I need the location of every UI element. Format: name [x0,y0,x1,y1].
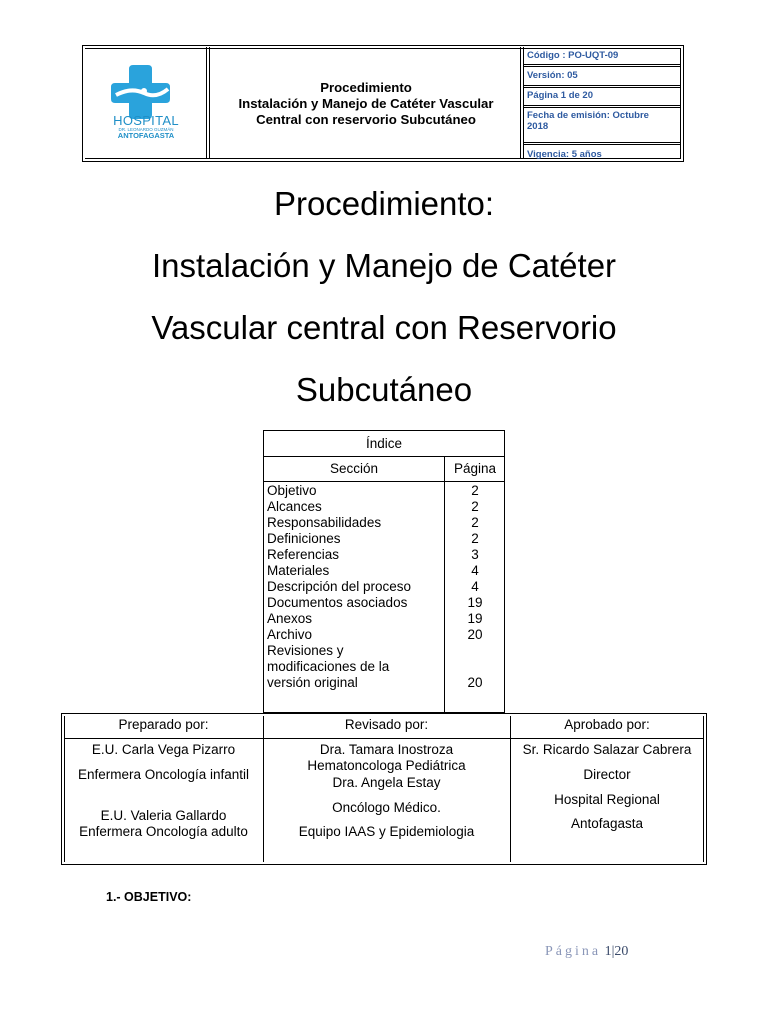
footer-page-number: 1 [604,944,612,959]
index-page-list [445,483,505,691]
meta-separator [524,66,680,67]
header-title-line: Central con reservorio Subcutáneo [256,111,476,127]
logo-text [106,114,186,140]
logo-text-hospital: HOSPITAL [113,113,179,128]
index-row-section: Objetivo [267,483,317,498]
meta-separator [524,87,680,88]
index-row-page: 2 [471,483,479,498]
index-row-page: 4 [471,563,479,578]
index-row-section: Responsabilidades [267,515,382,530]
approved-by-institution: Hospital Regional [554,792,660,807]
index-row-page: 2 [471,499,479,514]
approved-by-header: Aprobado por: [564,717,650,732]
index-row-section: Documentos asociados [267,595,408,610]
index-row-page-spacer [445,643,505,659]
prepared-by-header: Preparado por: [118,717,209,732]
footer-page-label: Página [545,944,602,959]
reviewed-by-team: Equipo IAAS y Epidemiologia [298,824,475,839]
index-divider [263,456,505,457]
meta-code: Código : PO-UQT-09 [527,50,619,61]
meta-validity: Vigencia: 5 años [527,149,602,160]
reviewed-by-name: Dra. Tamara Inostroza [319,742,454,757]
index-col-page: Página [453,461,497,476]
reviewed-by-role: Oncólogo Médico. [332,800,441,815]
index-row-page-spacer [445,659,505,675]
signatures-column-divider [510,716,511,862]
index-section-list [267,483,443,691]
main-title-line: Vascular central con Reservorio [151,309,617,346]
index-row-page: 3 [471,547,479,562]
index-row-section: modificaciones de la [267,659,390,674]
index-row-section: versión original [267,675,358,690]
prepared-by-role: Enfermera Oncología infantil [77,767,250,782]
index-row-page: 19 [467,595,483,610]
index-row-page: 20 [467,675,483,690]
prepared-by-name: E.U. Carla Vega Pizarro [91,742,236,757]
index-title: Índice [365,436,403,451]
meta-separator [524,85,680,86]
footer-page-total: 20 [614,944,629,959]
approved-by-city: Antofagasta [570,816,644,831]
reviewed-by-name: Dra. Angela Estay [332,775,441,790]
page-footer [545,944,628,960]
meta-page: Página 1 de 20 [527,90,594,101]
header-title-line: Procedimiento [320,79,412,95]
index-row-section: Anexos [267,611,313,626]
index-row-section: Materiales [267,563,330,578]
header-divider [206,47,207,158]
index-row-page: 20 [467,627,483,642]
header-title-line: Instalación y Manejo de Catéter Vascular [238,95,494,111]
index-row-page: 19 [467,611,483,626]
index-col-section: Sección [329,461,379,476]
index-row-section: Descripción del proceso [267,579,412,594]
index-row-section: Definiciones [267,531,341,546]
meta-issue-date: Fecha de emisión: Octubre 2018 [527,110,649,132]
index-row-section: Archivo [267,627,313,642]
header-divider [520,47,521,158]
index-row-page: 2 [471,515,479,530]
logo-text-city: ANTOFAGASTA [117,131,175,140]
hospital-logo [86,49,206,158]
meta-separator [524,142,680,143]
reviewed-by-header: Revisado por: [344,717,429,732]
section-heading-objective: 1.- OBJETIVO: [106,890,192,904]
footer-separator: | [611,944,615,959]
prepared-by-role: Enfermera Oncología adulto [79,824,248,839]
index-divider [263,481,505,482]
header-title [212,47,520,158]
meta-separator [524,144,680,145]
reviewed-by-role: Hematoncologa Pediátrica [307,758,466,773]
index-row-section: Alcances [267,499,322,514]
main-title-line: Subcutáneo [295,371,473,408]
main-title-line: Procedimiento: [273,185,495,222]
meta-separator [524,105,680,106]
meta-separator [524,64,680,65]
approved-by-name: Sr. Ricardo Salazar Cabrera [522,742,692,757]
index-row-page: 4 [471,579,479,594]
logo-text-doctor: DR. LEONARDO GUZMÁN [118,127,174,132]
signatures-divider [64,738,704,739]
prepared-by-name: E.U. Valeria Gallardo [100,808,227,823]
index-row-page: 2 [471,531,479,546]
header-divider [209,47,210,158]
approved-by-role: Director [583,767,631,782]
index-row-section: Revisiones y [267,643,344,658]
main-title-line: Instalación y Manejo de Catéter [151,247,617,284]
meta-separator [524,107,680,108]
index-row-section: Referencias [267,547,340,562]
meta-version: Versión: 05 [527,70,578,81]
